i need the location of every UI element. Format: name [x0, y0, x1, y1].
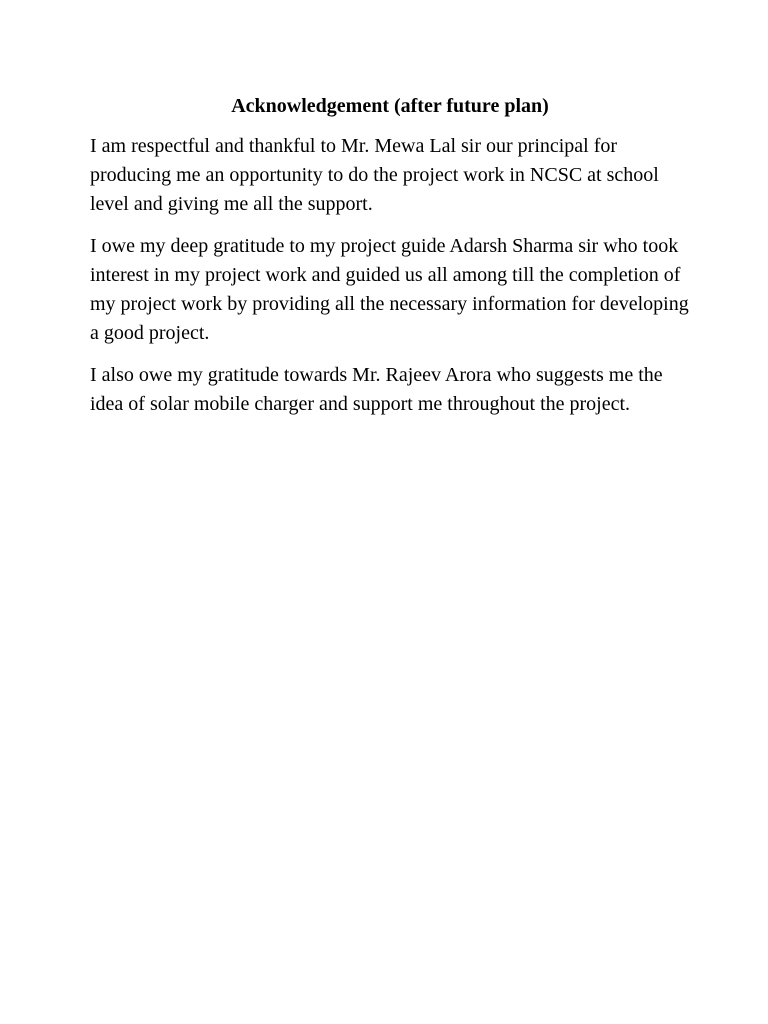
page-title: Acknowledgement (after future plan)	[231, 95, 549, 117]
paragraph-idea: I also owe my gratitude towards Mr. Rajeev Arora who suggests me the idea of solar mobile charger and support me throughout the project.	[90, 364, 663, 415]
document-body	[90, 92, 690, 432]
paragraph-principal: I am respectful and thankful to Mr. Mewa Lal sir our principal for producing me an opportunity to do the project work in NCSC at school level and giving me all the support.	[90, 135, 659, 215]
paragraph-project-guide: I owe my deep gratitude to my project guide Adarsh Sharma sir who took interest in my project work and guided us all among till the completion of my project work by providing all the necessary information for developing a good project.	[90, 235, 689, 344]
